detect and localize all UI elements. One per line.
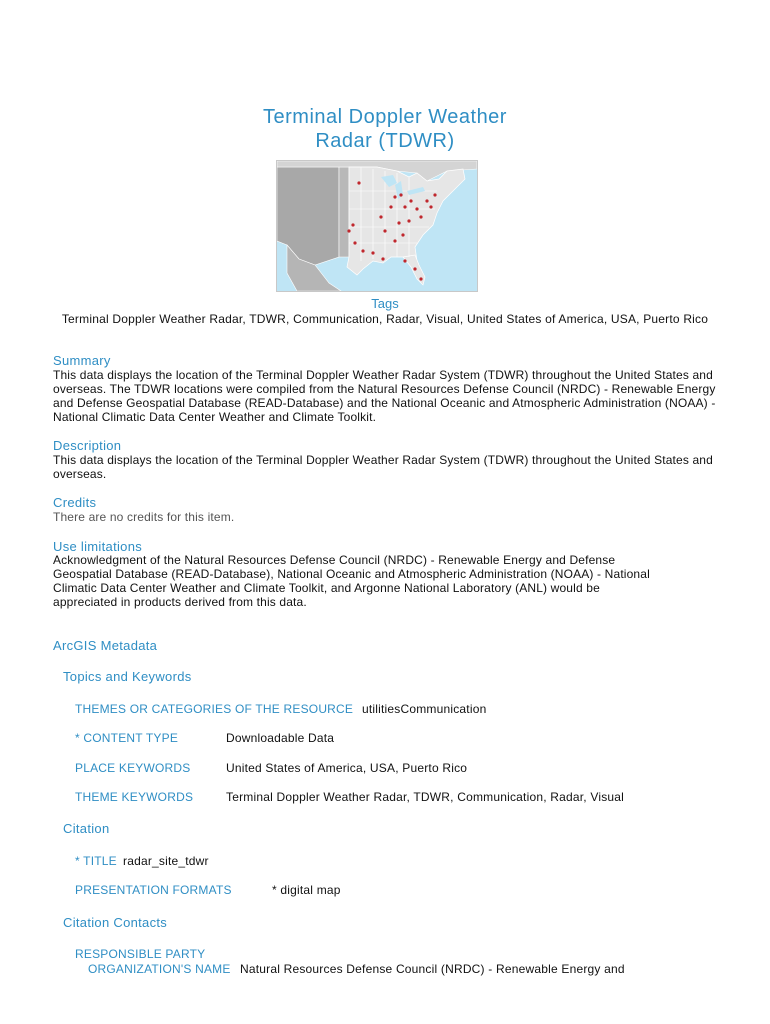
organization-name-label: ORGANIZATION'S NAME [88, 962, 231, 976]
themes-label: THEMES OR CATEGORIES OF THE RESOURCE [75, 702, 354, 716]
tags-text: Terminal Doppler Weather Radar, TDWR, Communication, Radar, Visual, United States of America, USA, Puerto Rico [61, 312, 709, 326]
title-line-2: Radar (TDWR) [315, 130, 455, 152]
citation-title-value: radar_site_tdwr [123, 854, 209, 868]
thumbnail-map [276, 160, 478, 292]
theme-keywords-value: Terminal Doppler Weather Radar, TDWR, Communication, Radar, Visual [226, 790, 625, 804]
responsible-party-label: RESPONSIBLE PARTY [75, 947, 206, 961]
tags-heading: Tags [371, 296, 399, 311]
arcgis-metadata-heading: ArcGIS Metadata [53, 638, 158, 653]
use-limitations-text: Acknowledgment of the Natural Resources Defense Council (NRDC) - Renewable Energy and Defense Geospatial Database (READ-Database), National Oceanic and Atmospheric Administration (NOAA) - National Climatic Data Center Weather and Climate Toolkit, and Argonne National Laboratory (ANL) would be appreciated in products derived from this data. [53, 553, 650, 609]
summary-heading: Summary [53, 353, 111, 368]
place-keywords-label: PLACE KEYWORDS [75, 761, 191, 775]
title-line-1: Terminal Doppler Weather [263, 106, 507, 128]
presentation-formats-label: PRESENTATION FORMATS [75, 883, 232, 897]
themes-value: utilitiesCommunication [362, 702, 487, 716]
description-text: This data displays the location of the Terminal Doppler Weather Radar System (TDWR) throughout the United States and overseas. [53, 453, 713, 481]
presentation-formats-value: * digital map [272, 883, 341, 897]
summary-text: This data displays the location of the Terminal Doppler Weather Radar System (TDWR) throughout the United States and overseas. The TDWR locations were compiled from the Natural Resources Defense Council (NRDC) - Renewable Energy and Defense Geospatial Database (READ-Database) and the National Oceanic and Atmospheric Administration (NOAA) - National Climatic Data Center Weather and Climate Toolkit. [53, 368, 716, 424]
credits-heading: Credits [53, 495, 97, 510]
credits-text: There are no credits for this item. [53, 510, 235, 524]
document-title [0, 105, 770, 153]
description-heading: Description [53, 438, 122, 453]
theme-keywords-label: THEME KEYWORDS [75, 790, 194, 804]
topics-keywords-heading: Topics and Keywords [63, 669, 192, 684]
citation-contacts-heading: Citation Contacts [63, 915, 168, 930]
use-limitations-heading: Use limitations [53, 539, 143, 554]
organization-name-value: Natural Resources Defense Council (NRDC) - Renewable Energy and [240, 962, 625, 976]
content-type-value: Downloadable Data [226, 731, 335, 745]
citation-title-label: * TITLE [75, 854, 117, 868]
content-type-label: * CONTENT TYPE [75, 731, 179, 745]
citation-heading: Citation [63, 821, 110, 836]
place-keywords-value: United States of America, USA, Puerto Rico [226, 761, 468, 775]
map-image [277, 161, 477, 291]
